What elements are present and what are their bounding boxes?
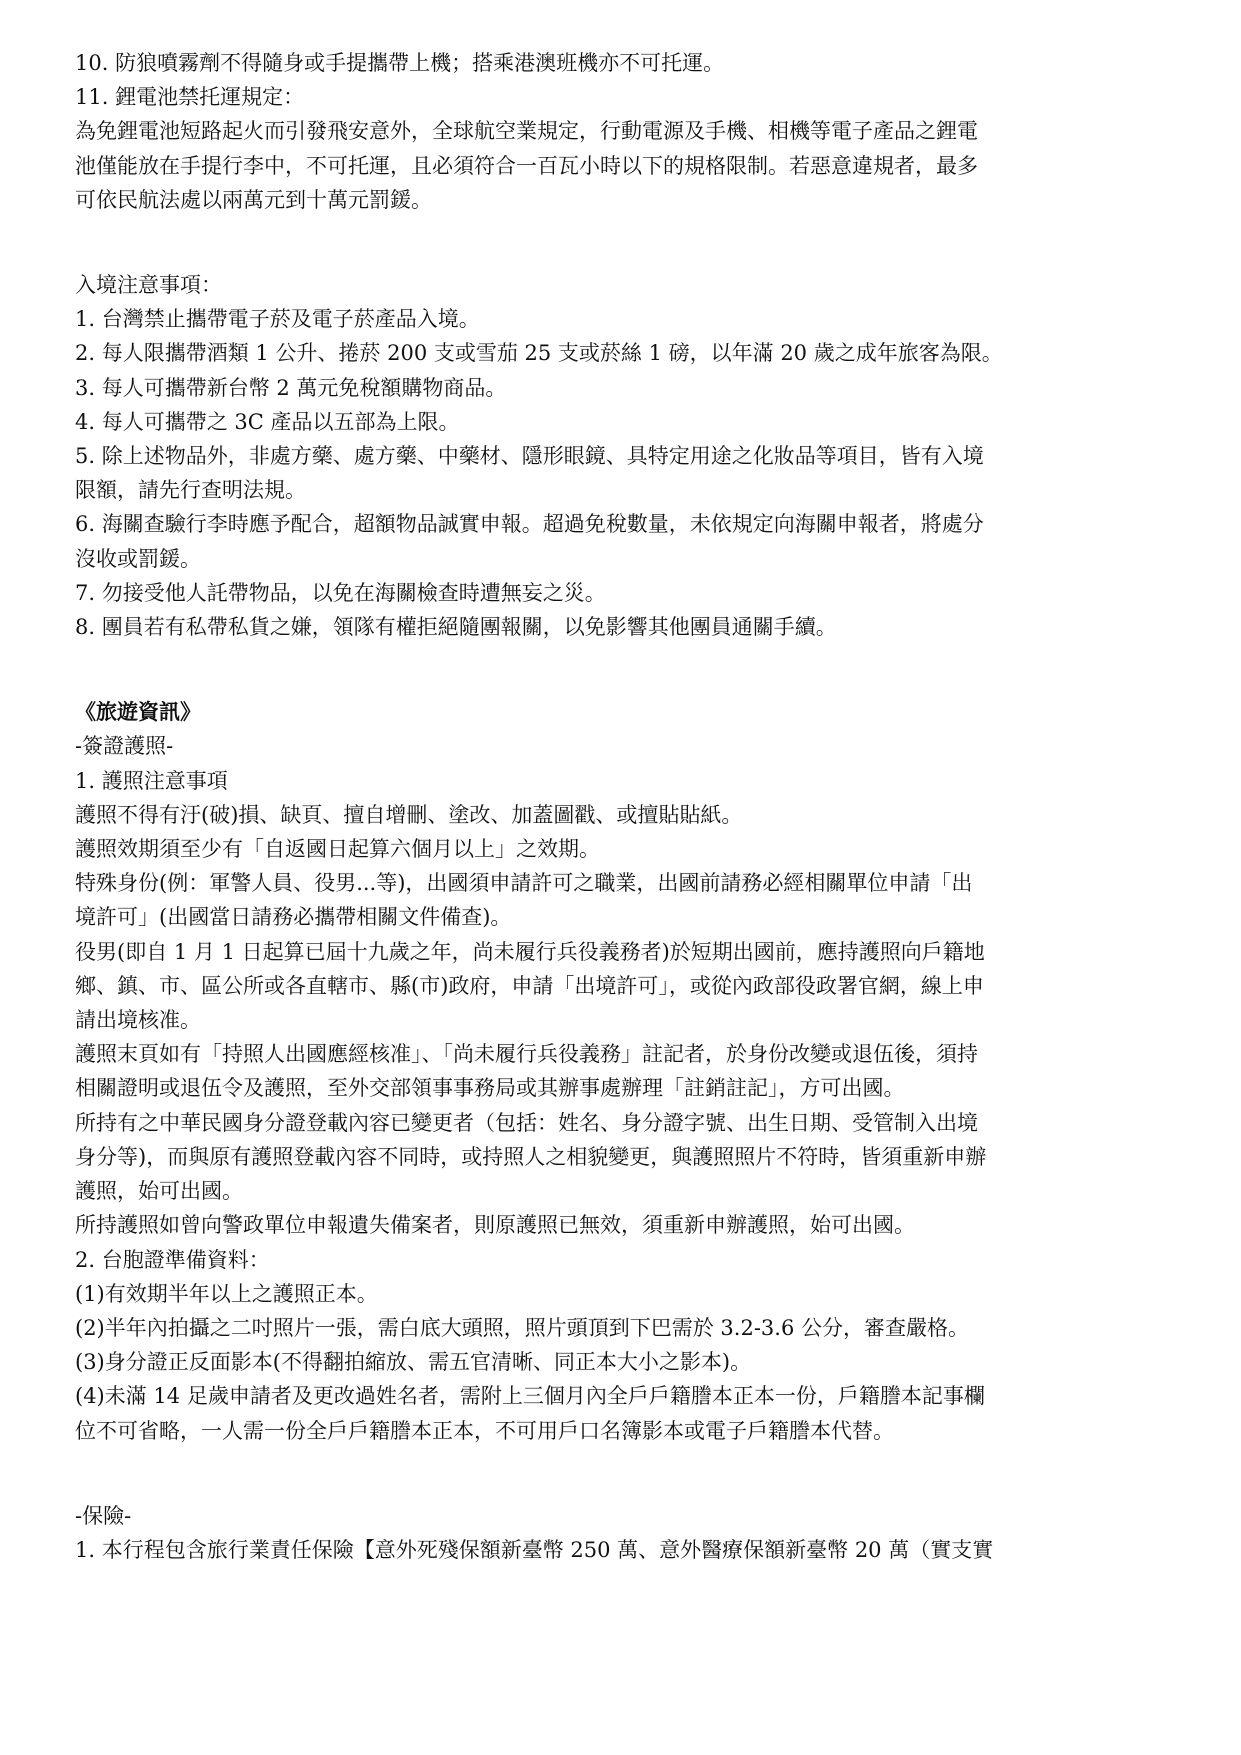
text-line: (2)半年內拍攝之二吋照片一張，需白底大頭照，照片頭頂到下巴需於 3.2-3.6 公分，審查嚴格。	[75, 1315, 969, 1340]
text-line: 可依民航法處以兩萬元到十萬元罰鍰。	[75, 187, 432, 212]
section-title: 《旅遊資訊》	[75, 699, 201, 725]
text-line: 10. 防狼噴霧劑不得隨身或手提攜帶上機；搭乘港澳班機亦不可托運。	[75, 51, 725, 75]
text-line: 2. 台胞證準備資料：	[75, 1247, 270, 1272]
text-line: (1)有效期半年以上之護照正本。	[75, 1281, 378, 1306]
text-line: 所持護照如曾向警政單位申報遺失備案者，則原護照已無效，須重新申辦護照，始可出國。	[75, 1213, 915, 1238]
text-line: -保險-	[75, 1503, 132, 1528]
text-line: 5. 除上述物品外，非處方藥、處方藥、中藥材、隱形眼鏡、具特定用途之化妝品等項目，皆有入境	[75, 444, 984, 469]
visa-passport-block	[75, 729, 1185, 1447]
text-line: 役男(即自 1 月 1 日起算已屆十九歲之年，尚未履行兵役義務者)於短期出國前，應持護照向戶籍地	[75, 939, 985, 964]
text-line: 請出境核准。	[75, 1008, 201, 1033]
text-line: 7. 勿接受他人託帶物品，以免在海關檢查時遭無妄之災。	[75, 580, 606, 605]
text-line: 護照效期須至少有「自返國日起算六個月以上」之效期。	[75, 837, 600, 862]
text-line: 3. 每人可攜帶新台幣 2 萬元免稅額購物商品。	[75, 375, 507, 400]
text-line: 入境注意事項：	[75, 273, 222, 298]
text-line: 1. 台灣禁止攜帶電子菸及電子菸產品入境。	[75, 307, 480, 332]
paragraph-gap	[75, 217, 1185, 268]
text-line: 為免鋰電池短路起火而引發飛安意外，全球航空業規定，行動電源及手機、相機等電子產品之鋰電	[75, 119, 978, 144]
text-line: 11. 鋰電池禁托運規定：	[75, 85, 305, 110]
text-line: 護照末頁如有「持照人出國應經核准」、「尚未履行兵役義務」註記者，於身份改變或退伍後，須持	[75, 1042, 978, 1067]
text-line: 護照不得有汙(破)損、缺頁、擅自增刪、塗改、加蓋圖戳、或擅貼貼紙。	[75, 802, 743, 827]
document-page	[75, 46, 1185, 1567]
text-line: 特殊身份(例：軍警人員、役男...等)，出國須申請許可之職業，出國前請務必經相關單位申請「出	[75, 871, 973, 896]
paragraph-gap	[75, 644, 1185, 695]
text-line: 1. 本行程包含旅行業責任保險【意外死殘保額新臺幣 250 萬、意外醫療保額新臺幣 20 萬（實支實	[75, 1537, 994, 1562]
paragraph-gap	[75, 1448, 1185, 1499]
text-line: (3)身分證正反面影本(不得翻拍縮放、需五官清晰、同正本大小之影本)。	[75, 1350, 752, 1375]
text-line: 8. 團員若有私帶私貨之嫌，領隊有權拒絕隨團報關，以免影響其他團員通關手續。	[75, 615, 837, 640]
text-line: 池僅能放在手提行李中，不可托運，且必須符合一百瓦小時以下的規格限制。若惡意違規者，最多	[75, 153, 978, 178]
text-line: (4)未滿 14 足歲申請者及更改過姓名者，需附上三個月內全戶戶籍謄本正本一份，戶籍謄本記事欄	[75, 1384, 985, 1409]
text-line: 沒收或罰鍰。	[75, 546, 201, 571]
entry-notes-block	[75, 268, 1185, 644]
text-line: 2. 每人限攜帶酒類 1 公升、捲菸 200 支或雪茄 25 支或菸絲 1 磅，以年滿 20 歲之成年旅客為限。	[75, 341, 1003, 366]
text-line: 身分等)，而與原有護照登載內容不同時，或持照人之相貌變更，與護照照片不符時，皆須重新申辦	[75, 1144, 987, 1169]
text-line: 4. 每人可攜帶之 3C 產品以五部為上限。	[75, 409, 460, 434]
text-line: 位不可省略，一人需一份全戶戶籍謄本正本，不可用戶口名簿影本或電子戶籍謄本代替。	[75, 1418, 894, 1443]
text-line: 境許可」(出國當日請務必攜帶相關文件備查)。	[75, 905, 512, 930]
baggage-rules-block	[75, 46, 1185, 217]
text-line: 相關證明或退伍令及護照，至外交部領事事務局或其辦事處辦理「註銷註記」，方可出國。	[75, 1076, 905, 1101]
text-line: 限額，請先行查明法規。	[75, 478, 306, 503]
text-line: 6. 海關查驗行李時應予配合，超額物品誠實申報。超過免稅數量，未依規定向海關申報者，將處分	[75, 512, 984, 537]
text-line: 1. 護照注意事項	[75, 768, 228, 793]
text-line: -簽證護照-	[75, 734, 174, 759]
text-line: 護照，始可出國。	[75, 1179, 243, 1204]
text-line: 鄉、鎮、市、區公所或各直轄市、縣(市)政府，申請「出境許可」，或從內政部役政署官網，線上申	[75, 973, 984, 998]
text-line: 所持有之中華民國身分證登載內容已變更者（包括：姓名、身分證字號、出生日期、受管制入出境	[75, 1110, 978, 1135]
insurance-block	[75, 1499, 1185, 1567]
